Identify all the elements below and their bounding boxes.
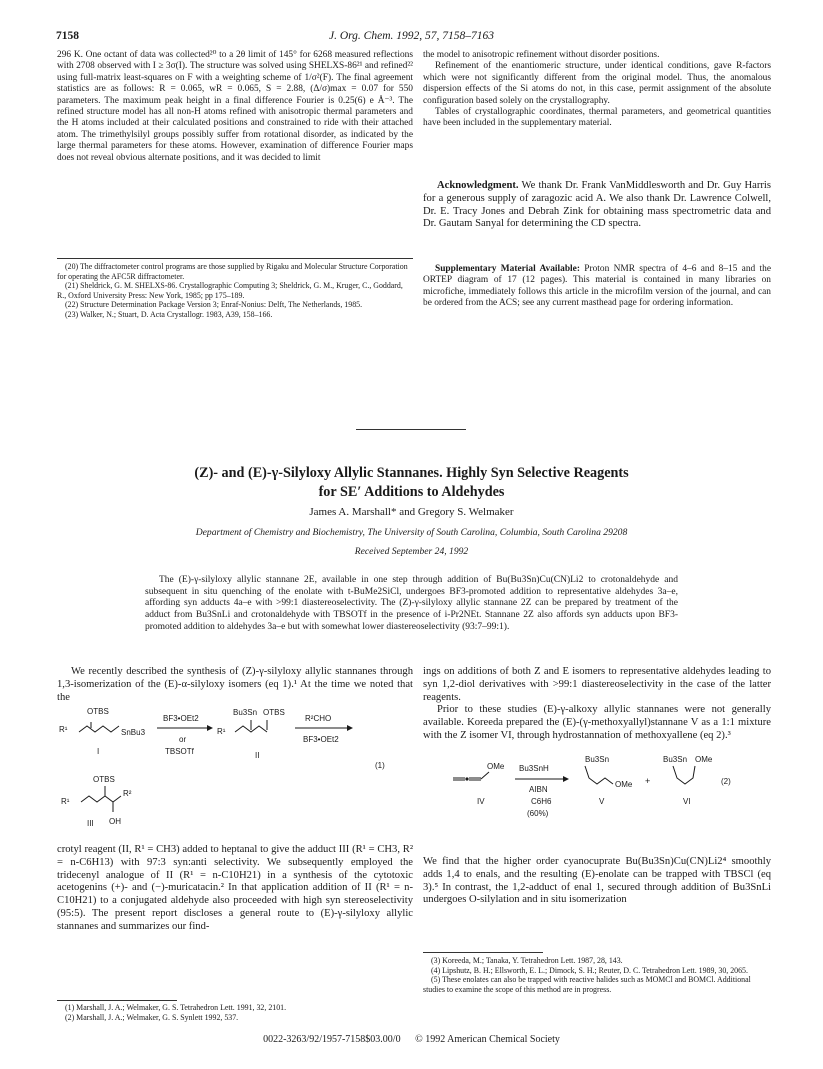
supplementary-title: Supplementary Material Available:	[435, 264, 580, 274]
structure-V-bu3sn: Bu3Sn	[585, 755, 610, 764]
structure-II-r1: R¹	[217, 727, 226, 736]
arrow-2-head	[347, 725, 353, 731]
crystallography-paragraph: 296 K. One octant of data was collected²⁰ to a 2θ limit of 145° for 6268 measured reflections with 2708 observed with I ≥ 3σ(I). The structure was solved using SHELXS-86²¹ and refined²² using full-matrix least-squares on F with a weighting scheme of 1/σ²(F). The final agreement statistics are as follows: R = 0.065, wR = 0.065, S = 2.88, (Δ/σ)max = 0.07 for 550 parameters. The maximum peak height in a final difference Fourier is 0.25(6) e Å⁻³. The refined structure model has all non-H atoms refined with anisotropic thermal parameters and the H atoms included at their calculated positions and constrained to ride with their attached atom. The trimethylsilyl groups possibly suffer from rotational disorder, as indicated by the large thermal parameters for these atoms. However, examination of difference Fourier maps does not reveal obvious alternate positions, and it was decided to limit	[57, 50, 413, 163]
footnote-rule	[57, 258, 413, 259]
structure-II-label: II	[255, 751, 260, 760]
refinement-continuation: the model to anisotropic refinement without disorder positions.	[423, 50, 660, 60]
reagent-bf3-2: BF3•OEt2	[303, 735, 339, 744]
acknowledgment-title: Acknowledgment.	[437, 180, 519, 191]
footnotes-body-left	[57, 1003, 413, 1022]
reagent-bf3: BF3•OEt2	[163, 714, 199, 723]
footnote-21: (21) Sheldrick, G. M. SHELXS-86. Crystallographic Computing 3; Sheldrick, G. M., Kruger, C., Goddard, R., Oxford University Press: New York, 1985; pp 175–189.	[57, 281, 403, 300]
title-line-2: for SE′ Additions to Aldehydes	[318, 484, 505, 500]
structure-I-bonds	[79, 722, 119, 732]
allene-center	[465, 777, 468, 780]
equation-2-number: (2)	[721, 777, 731, 786]
affiliation: Department of Chemistry and Biochemistry, The University of South Carolina, Columbia, South Carolina 29208	[195, 527, 628, 538]
footnote-23: (23) Walker, N.; Stuart, D. Acta Crystallogr. 1983, A39, 158–166.	[65, 309, 273, 319]
abstract: The (E)-γ-silyloxy allylic stannane 2E, available in one step through addition of Bu(Bu3Sn)Cu(CN)Li2 to crotonaldehyde and subsequent in situ quenching of the enolate with t-BuMe2SiCl, undergoes BF3-promoted addition to representative aldehydes 3a–e, affording syn adducts 4a–e with >99:1 diastereoselectivity. The (Z)-γ-silyloxy allylic stannane 2Z can be prepared by treatment of the adduct from Bu3SnLi and crotonaldehyde with TBSOTf in the presence of i-Pr2NEt. Stannane 2Z also affords syn adducts upon BF3-promoted addition to aldehydes 3a–e but with somewhat lower diastereoselectivity (93:7–99:1).	[145, 575, 678, 632]
structure-III-otbs: OTBS	[93, 775, 115, 784]
structure-V-label: V	[599, 797, 605, 806]
structure-III-r2: R²	[123, 789, 132, 798]
structure-I-label: I	[97, 747, 100, 756]
structure-VI-bonds	[673, 766, 695, 784]
top-right-column	[423, 50, 771, 130]
acknowledgment	[423, 180, 771, 231]
structure-VI-bu3sn: Bu3Sn	[663, 755, 688, 764]
footnote-2: (2) Marshall, J. A.; Welmaker, G. S. Synlett 1992, 537.	[65, 1012, 239, 1022]
crotyl-paragraph: crotyl reagent (II, R¹ = CH3) added to heptanal to give the adduct III (R¹ = CH3, R² = n-C6H13) with 97:3 syn:anti selectivity. We subsequently employed the tridecenyl analogue of II (R¹ = n-C10H21) in a synthesis of the cytotoxic acetogenins (+)- and (−)-muricatacin.² In that application addition of II (R¹ = n-C10H21) to a conjugated aldehyde also proceeded with high syn stereoselectivity (95:5). The present report discloses a general route to (E)-γ-silyloxy allylic stannanes and summarizes our find-	[57, 844, 413, 932]
structure-III-r1: R¹	[61, 797, 70, 806]
authors: James A. Marshall* and Gregory S. Welmaker	[309, 506, 514, 518]
reagent-tbsotf: TBSOTf	[165, 747, 194, 756]
structure-V-bonds	[585, 766, 613, 784]
structure-III-oh: OH	[109, 817, 121, 826]
structure-IV-label: IV	[477, 797, 485, 806]
footnote-rule-right	[423, 952, 543, 953]
acknowledgment-text: We thank Dr. Frank VanMiddlesworth and Dr. Guy Harris for a generous supply of zaragozic acid A. We also thank Dr. Lawrence Colwell, Dr. E. Tracy Jones and Debrah Zink for obtaining mass spectrometric data and Dr. Gautam Sanyal for determining the CD spectra.	[423, 180, 771, 230]
equation-2-scheme	[423, 752, 771, 850]
footnote-20: (20) The diffractometer control programs are those supplied by Rigaku and Molecular Structure Corporation for operating the AFC5R diffractometer.	[57, 262, 408, 281]
footnotes-body-right	[423, 956, 771, 994]
arrow-1-head	[207, 725, 213, 731]
structure-II-bu3sn: Bu3Sn	[233, 708, 258, 717]
reagent-c6h6: C6H6	[531, 797, 552, 806]
reagent-r2cho: R²CHO	[305, 714, 332, 723]
structure-IV-ome: OMe	[487, 762, 505, 771]
page-footer	[0, 1034, 823, 1045]
footnote-1: (1) Marshall, J. A.; Welmaker, G. S. Tetrahedron Lett. 1991, 32, 2101.	[65, 1003, 287, 1012]
footnotes-top-left	[57, 262, 413, 320]
structure-I-snbu3: SnBu3	[121, 728, 146, 737]
body-left-continuation	[57, 844, 413, 934]
structure-II-bonds	[235, 720, 267, 732]
koreeda-paragraph: Prior to these studies (E)-γ-alkoxy allylic stannanes were not generally available. Koreeda prepared the (E)-(γ-methoxyallyl)stannane V as a 1:1 mixture with the Z isomer VI, through hydrostannation of methoxyallene (eq 2).³	[423, 704, 771, 741]
body-left-intro	[57, 666, 413, 704]
equation-1-number: (1)	[375, 761, 385, 770]
received-date: Received September 24, 1992	[354, 546, 469, 557]
journal-header: J. Org. Chem. 1992, 57, 7158–7163	[328, 30, 495, 42]
body-right-bottom	[423, 856, 771, 907]
title-line-1: (Z)- and (E)-γ-Silyloxy Allylic Stannanes. Highly Syn Selective Reagents	[194, 465, 629, 481]
structure-VI-label: VI	[683, 797, 691, 806]
reaction-yield: (60%)	[527, 809, 549, 818]
body-right-top	[423, 666, 771, 743]
footnote-5: (5) These enolates can also be trapped with reactive halides such as MOMCl and BOMCl. Additional studies to examine the scope of this method are in progress.	[423, 975, 751, 994]
footnote-rule-left	[57, 1000, 177, 1001]
enantiomeric-paragraph: Refinement of the enantiomeric structure, under identical conditions, gave R-factors which were not significantly different from the original model. Thus, the anomalous dispersion effects of the Si atoms do not, in this case, permit assignment of the absolute configuration based solely on the crystallography.	[423, 61, 771, 106]
structure-II-otbs: OTBS	[263, 708, 285, 717]
structure-VI-ome: OMe	[695, 755, 713, 764]
footnote-22: (22) Structure Determination Package Version 3; Enraf-Nonius: Delft, The Netherlands, 1985.	[65, 300, 363, 310]
structure-IV-bonds	[453, 772, 489, 780]
findings-paragraph: ings on additions of both Z and E isomers to representative aldehydes leading to syn 1,2-diol derivatives with >99:1 diastereoselectivity in the case of the latter reagents.	[423, 666, 771, 703]
structure-I-otbs: OTBS	[87, 707, 109, 716]
structure-III-bonds	[81, 786, 121, 812]
plus-sign: +	[645, 776, 651, 786]
top-left-column	[57, 50, 413, 164]
intro-paragraph: We recently described the synthesis of (Z)-γ-silyloxy allylic stannanes through 1,3-isomerization of the (E)-α-silyloxy isomers (eq 1).¹ At the time we noted that the	[57, 666, 413, 703]
article-title	[100, 464, 723, 502]
cyanocuprate-paragraph: We find that the higher order cyanocuprate Bu(Bu3Sn)Cu(CN)Li2⁴ smoothly adds 1,4 to enals, and the resulting (E)-enolate can be trapped with TBSCl (eq 3).⁵ In contrast, the 1,2-adduct of enal 1, secured through addition of Bu3SnLi undergoes O-silylation and in situ isomerization	[423, 856, 771, 906]
reagent-aibn: AIBN	[529, 785, 548, 794]
supplementary-text: Proton NMR spectra of 4–6 and 8–15 and the ORTEP diagram of 17 (12 pages). This material is contained in many libraries on microfiche, immediately follows this article in the microfilm version of the journal, and can be ordered from the ACS; see any current masthead page for ordering information.	[423, 264, 771, 309]
reagent-bu3snh: Bu3SnH	[519, 764, 549, 773]
footnote-3: (3) Koreeda, M.; Tanaka, Y. Tetrahedron Lett. 1987, 28, 143.	[431, 956, 623, 965]
equation-1-scheme	[57, 702, 413, 836]
reagent-or: or	[179, 735, 187, 744]
structure-I-r1: R¹	[59, 725, 68, 734]
footer-copyright: © 1992 American Chemical Society	[415, 1034, 560, 1045]
structure-III-label: III	[87, 819, 94, 828]
tables-paragraph: Tables of crystallographic coordinates, thermal parameters, and geometrical quantities have been included in the supplementary material.	[423, 107, 771, 129]
supplementary-material	[423, 264, 771, 310]
footnote-4: (4) Lipshutz, B. H.; Ellsworth, E. L.; Dimock, S. H.; Reuter, D. C. Tetrahedron Lett. 1989, 30, 2065.	[431, 965, 748, 975]
page-number: 7158	[56, 30, 79, 42]
article-separator	[356, 429, 466, 430]
arrow-3-head	[563, 776, 569, 782]
structure-V-ome: OMe	[615, 780, 633, 789]
footer-code: 0022-3263/92/1957-7158$03.00/0	[263, 1034, 401, 1045]
